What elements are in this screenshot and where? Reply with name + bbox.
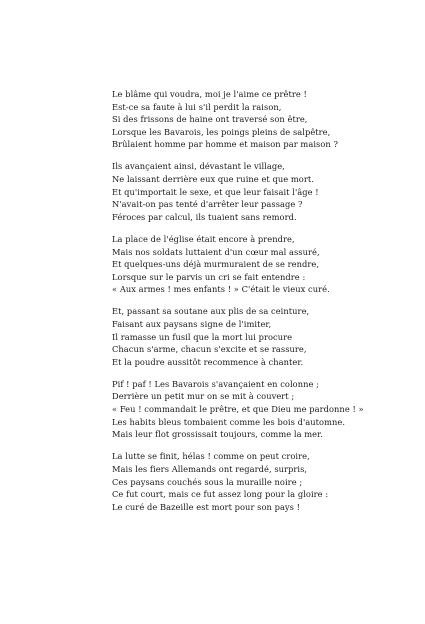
stanza bbox=[112, 378, 412, 441]
stanza bbox=[112, 160, 412, 223]
stanza bbox=[112, 305, 412, 368]
stanza bbox=[112, 450, 412, 513]
poem bbox=[112, 88, 412, 523]
poem-line: Et, passant sa soutane aux plis de sa ceinture, bbox=[112, 306, 310, 317]
poem-line: Mais nos soldats luttaient d'un cœur mal assuré, bbox=[112, 246, 320, 257]
poem-line: « Feu ! commandait le prêtre, et que Dieu me pardonne ! » bbox=[112, 404, 364, 415]
poem-line: Faisant aux paysans signe de l'imiter, bbox=[112, 319, 272, 329]
poem-line: Le blâme qui voudra, moi je l'aime ce prêtre ! bbox=[112, 89, 307, 99]
poem-line: Ne laissant derrière eux que ruine et que mort. bbox=[112, 174, 314, 185]
poem-line: Et la poudre aussitôt recommence à chanter. bbox=[112, 356, 304, 367]
poem-line: Est-ce sa faute à lui s'il perdit la raison, bbox=[112, 101, 282, 112]
poem-line: Lorsque les Bavarois, les poings pleins de salpêtre, bbox=[112, 126, 331, 137]
stanza bbox=[112, 88, 412, 151]
poem-line: Féroces par calcul, ils tuaient sans remord. bbox=[112, 211, 297, 222]
stanza bbox=[112, 233, 412, 296]
poem-line: Il ramasse un fusil que la mort lui procure bbox=[112, 331, 293, 342]
poem-line: Brûlaient homme par homme et maison par maison ? bbox=[112, 139, 338, 150]
poem-line: Ces paysans couchés sous la muraille noire ; bbox=[112, 476, 303, 487]
poem-line: Ils avançaient ainsi, dévastant le village, bbox=[112, 161, 285, 172]
poem-line: Le curé de Bazeille est mort pour son pays ! bbox=[112, 501, 301, 512]
poem-line: Mais les fiers Allemands ont regardé, surpris, bbox=[112, 463, 308, 474]
poem-line: Lorsque sur le parvis un cri se fait entendre : bbox=[112, 271, 306, 282]
poem-line: Et quelques-uns déjà murmuraient de se rendre, bbox=[112, 259, 320, 270]
poem-line: La place de l'église était encore à prendre, bbox=[112, 233, 295, 244]
poem-line: Les habits bleus tombaient comme les bois d'automne. bbox=[112, 416, 346, 427]
poem-line: Pif ! paf ! Les Bavarois s'avançaient en colonne ; bbox=[112, 378, 320, 389]
poem-line: « Aux armes ! mes enfants ! » C'était le vieux curé. bbox=[112, 284, 330, 295]
poem-line: Si des frissons de haine ont traversé son être, bbox=[112, 114, 308, 125]
poem-line: La lutte se finit, hélas ! comme on peut croire, bbox=[112, 451, 310, 462]
poem-line: Ce fut court, mais ce fut assez long pour la gloire : bbox=[112, 489, 329, 500]
poem-line: Derrière un petit mur on se mit à couvert ; bbox=[112, 391, 295, 402]
poem-line: N'avait-on pas tenté d'arrêter leur passage ? bbox=[112, 199, 303, 210]
poem-line: Mais leur flot grossissait toujours, comme la mer. bbox=[112, 429, 323, 440]
poem-line: Et qu'importait le sexe, et que leur faisait l'âge ! bbox=[112, 186, 319, 197]
poem-line: Chacun s'arme, chacun s'excite et se rassure, bbox=[112, 344, 307, 355]
